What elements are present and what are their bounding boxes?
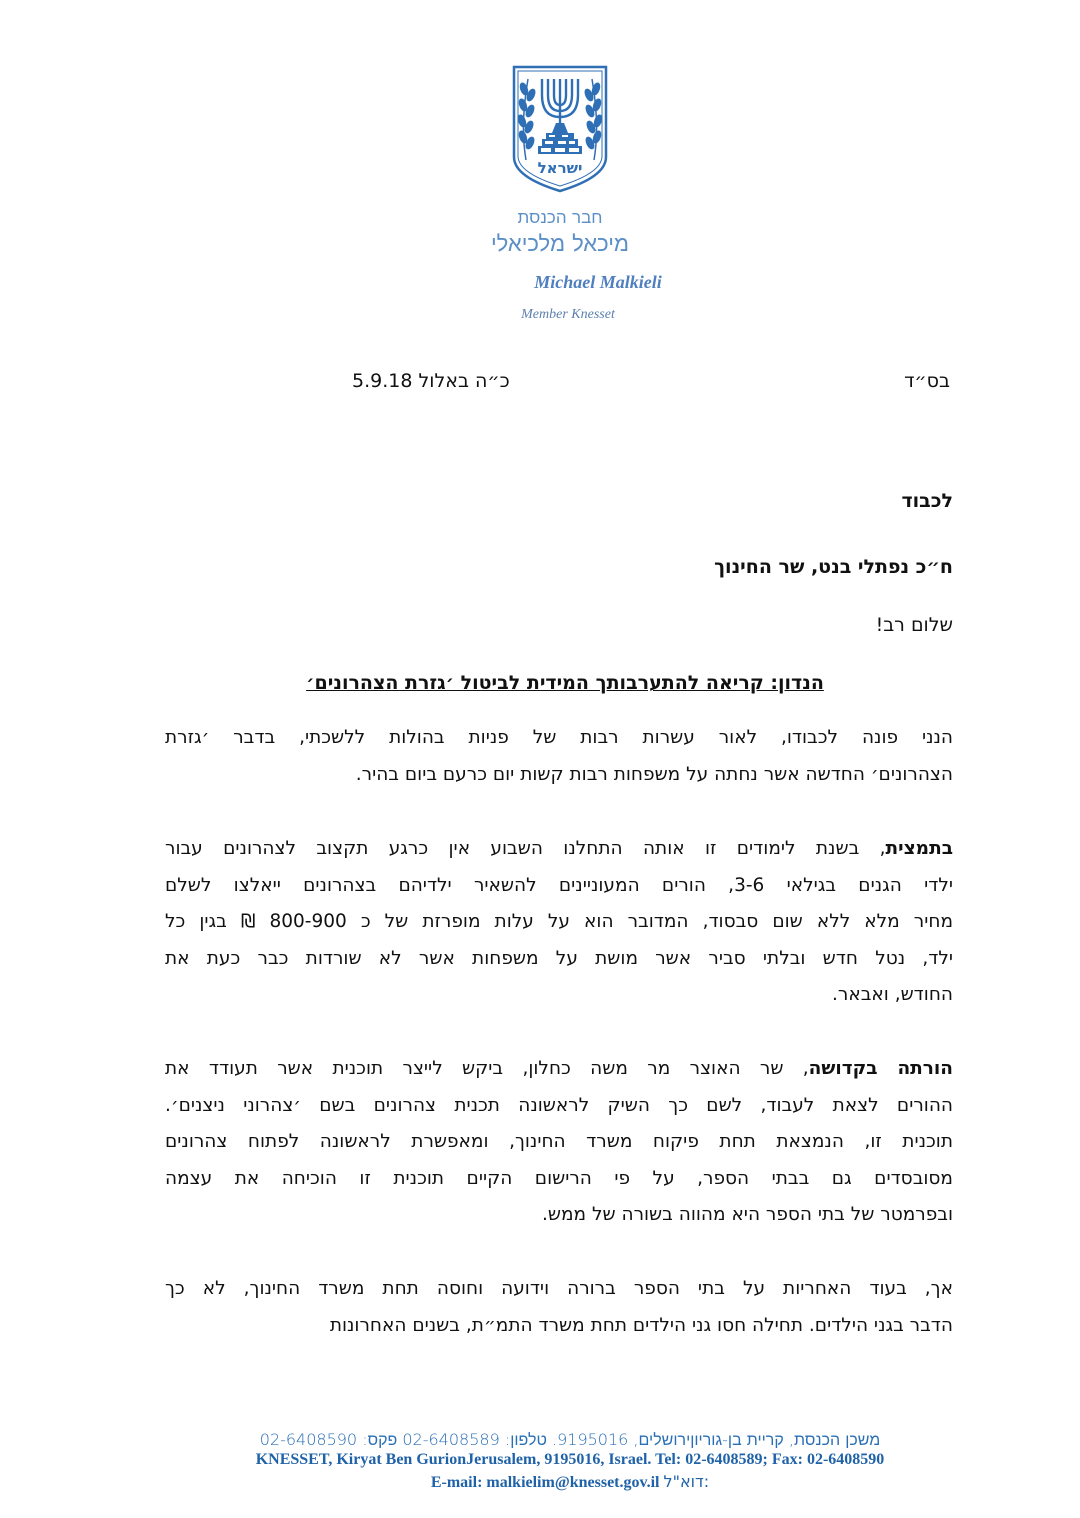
- paragraph-4: [165, 1271, 953, 1344]
- header-title-he: חבר הכנסת: [517, 208, 603, 228]
- footer-address-he: משכן הכנסת, קריית בן-גוריוןירושלים, 9195016. טלפון: 02-6408589 פקס: 02-6408590: [259, 1430, 881, 1449]
- paragraph-line: הצהרונים׳ החדשה אשר נחתה על משפחות רבות קשות יום כרעם ביום בהיר.: [355, 763, 953, 785]
- paragraph-1: [165, 720, 953, 793]
- paragraph-line: החודש, ואבאר.: [832, 984, 953, 1005]
- paragraph-line: מחיר מלא ללא שום סבסוד, המדובר הוא על עלות מופרזת של כ 800-900 ₪ בגין כל: [165, 911, 954, 932]
- paragraph-line: תוכנית זו, הנמצאת תחת פיקוח משרד החינוך, ומאפשרת לראשונה לפתוח צהרונים: [165, 1131, 953, 1152]
- email-label-he: דוא"ל:: [663, 1472, 710, 1491]
- paragraph-3: [165, 1051, 953, 1234]
- paragraph-line: ילד, נטל חדש ובלתי סביר אשר מושת על משפחות אשר לא שורדות כבר כעת את: [165, 947, 953, 969]
- bold-lead: הורתה בקדושה: [808, 1058, 953, 1079]
- paragraph-line: מסובסדים גם בבתי הספר, על פי הרישום הקיים תוכנית זו הוכיחה את עצמה: [165, 1167, 953, 1189]
- paragraph-line: ילדי הגנים בגילאי 3-6, הורים המעוניינים להשאיר ילדיהם בצהרונים ייאלצו לשלם: [165, 874, 953, 896]
- paragraph-line: הנני פונה לכבודו, לאור עשרות רבות של פניות בהולות ללשכתי, בדבר ׳גזרת: [165, 727, 953, 748]
- footer-email: [190, 1472, 950, 1492]
- state-emblem-logo: [512, 65, 608, 193]
- bold-lead: בתמצית: [885, 838, 953, 859]
- paragraph-line: הורתה בקדושה, שר האוצר מר משה כחלון, ביקש לייצר תוכנית אשר תעודד את: [165, 1058, 953, 1079]
- header-name-en: Michael Malkieli: [534, 272, 662, 292]
- paragraph-line: הדבר בגני הילדים. תחילה חסו גני הילדים תחת משרד התמ״ת, בשנים האחרונות: [329, 1314, 953, 1336]
- bsd-mark: בס״ד: [904, 370, 950, 392]
- paragraph-line: בתמצית, בשנת לימודים זו אותה התחלנו השבוע אין כרגע תקצוב לצהרונים עבור: [165, 838, 953, 859]
- paragraph-line: אך, בעוד האחריות על בתי הספר ברורה וידועה וחוסה תחת משרד החינוך, לא כך: [165, 1278, 953, 1299]
- paragraph-line: ההורים לצאת לעבוד, לשם כך השיק לראשונה תכנית צהרונים בשם ׳צהרוני ניצנים׳.: [165, 1094, 953, 1116]
- email-address[interactable]: E-mail: malkielim@knesset.gov.il: [430, 1474, 660, 1491]
- paragraph-2: [165, 831, 953, 1014]
- subject-line: הנדון: קריאה להתערבותך המידית לביטול ׳גזרת הצהרונים׳: [306, 672, 824, 694]
- recipient: ח״כ נפתלי בנט, שר החינוך: [714, 556, 953, 578]
- header-title-en: Member Knesset: [521, 307, 615, 322]
- letter-date: כ״ה באלול 5.9.18: [352, 370, 510, 392]
- greeting-to: לכבוד: [901, 490, 953, 512]
- header-name-he: מיכאל מלכיאלי: [490, 232, 630, 257]
- salutation: שלום רב!: [875, 614, 953, 636]
- footer-address-en: KNESSET, Kiryat Ben GurionJerusalem, 9195016, Israel. Tel: 02-6408589; Fax: 02-6408590: [255, 1451, 885, 1468]
- paragraph-line: ובפרמטר של בתי הספר היא מהווה בשורה של ממש.: [541, 1204, 953, 1225]
- svg-text:ישראל: ישראל: [537, 159, 583, 177]
- menorah-emblem-icon: [512, 65, 608, 193]
